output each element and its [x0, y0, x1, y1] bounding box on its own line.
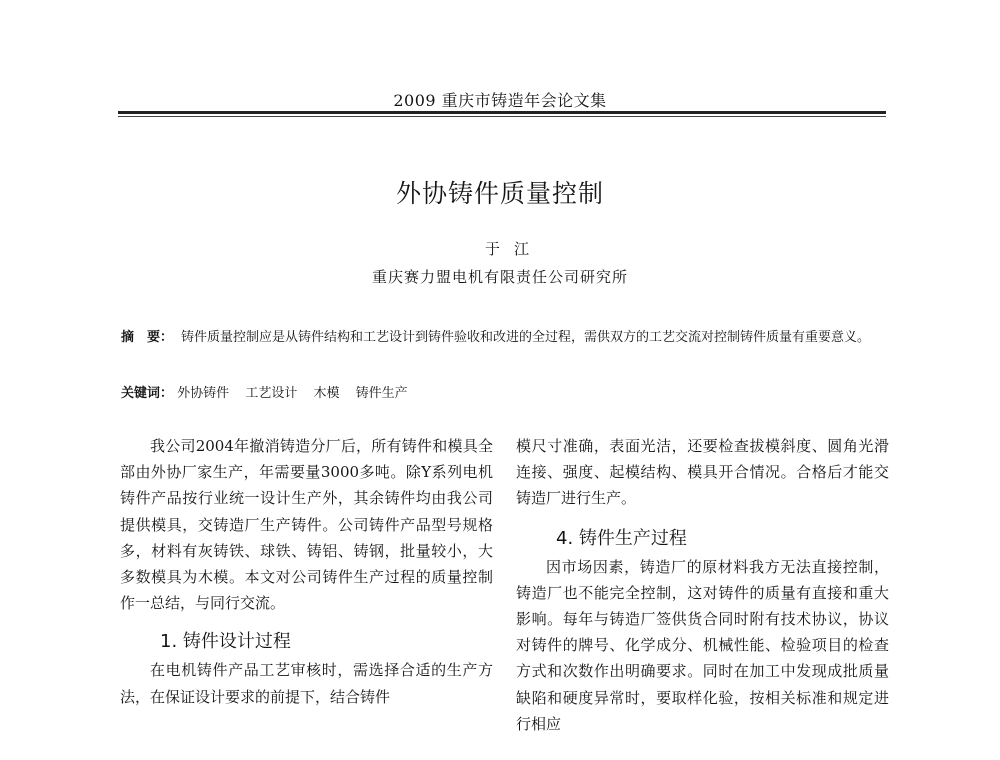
keyword: 铸件生产: [355, 386, 408, 401]
header-rule-thin: [118, 116, 886, 117]
continued-paragraph: 模尺寸准确，表面光洁，还要检查拔模斜度、圆角光滑连接、强度、起模结构、模具开合情况。合格后才能交铸造厂进行生产。: [516, 437, 889, 508]
header-rule: [118, 111, 886, 114]
running-header: 2009 重庆市铸造年会论文集: [393, 91, 607, 110]
abstract: [121, 325, 885, 350]
body-column-right: [516, 433, 889, 737]
section-heading: 1. 铸件设计过程: [160, 631, 291, 653]
article-title: 外协铸件质量控制: [395, 179, 604, 208]
keywords-label: 关键词：: [121, 386, 174, 401]
intro-paragraph: 我公司2004年撤消铸造分厂后，所有铸件和模具全部由外协厂家生产，年需要量3000多吨。除Y系列电机铸件产品按行业统一设计生产外，其余铸件均由我公司提供模具，交铸造厂生产铸件。公司铸件产品型号规格多，材料有灰铸铁、球铁、铸铝、铸钢，批量较小，大多数模具为木模。本文对公司铸件生产过程的质量控制作一总结，与同行交流。: [120, 437, 493, 613]
section-heading: 4. 铸件生产过程: [556, 527, 687, 549]
abstract-label: 摘 要：: [121, 330, 174, 345]
keywords: [121, 382, 420, 401]
keyword: 木模: [313, 386, 340, 401]
section-paragraph: 因市场因素，铸造厂的原材料我方无法直接控制，铸造厂也不能完全控制，这对铸件的质量有直接和重大影响。每年与铸造厂签供货合同时附有技术协议，协议对铸件的牌号、化学成分、机械性能、检验项目的检查方式和次数作出明确要求。同时在加工中发现成批质量缺陷和硬度异常时，要取样化验，按相关标准和规定进行相应: [516, 557, 889, 733]
abstract-text: 铸件质量控制应是从铸件结构和工艺设计到铸件验收和改进的全过程，需供双方的工艺交流对控制铸件质量有重要意义。: [181, 330, 871, 345]
keyword: 工艺设计: [245, 386, 298, 401]
author-affiliation: 重庆赛力盟电机有限责任公司研究所: [371, 268, 628, 286]
keyword: 外协铸件: [177, 386, 230, 401]
section-paragraph: 在电机铸件产品工艺审核时，需选择合适的生产方法，在保证设计要求的前提下，结合铸件: [120, 661, 493, 706]
author-name: 于江: [484, 240, 543, 258]
body-column-left: [120, 433, 493, 710]
